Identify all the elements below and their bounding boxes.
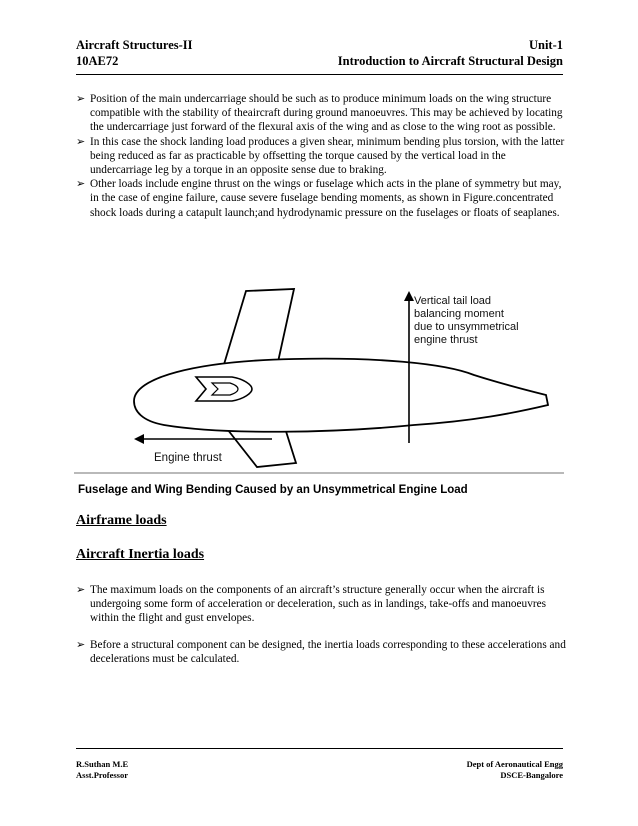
college: DSCE-Bangalore (500, 770, 563, 780)
footer-rule (76, 748, 563, 749)
page-footer (76, 759, 563, 781)
page-header (76, 37, 563, 69)
department: Dept of Aeronautical Engg (466, 759, 563, 769)
arrow-bullet-icon: ➢ (76, 135, 86, 148)
section-title: Airframe loads (76, 513, 167, 528)
arrow-bullet-icon: ➢ (76, 638, 86, 651)
list-item: ➢ The maximum loads on the components of an aircraft’s structure generally occur when the aircraft is undergoing some form of acceleration or deceleration, such as in landings, take-offs and manoeuvres within the flight and gust envelopes. (76, 584, 547, 625)
arrow-bullet-icon: ➢ (76, 93, 86, 105)
list-item: ➢ Position of the main undercarriage should be such as to produce minimum loads on the wing structure compatible with the stability of theaircraft during ground manoeuvres. This may be achieved by locating the undercarriage just forward of the flexural axis of the wing and as close to the wing root as possible. (76, 93, 563, 134)
list-item: ➢ In this case the shock landing load produces a given shear, minimum bending plus torsion, with the latter being reduced as far as practicable by offsetting the torque caused by the vertical load in the undercarriage leg by a torque in an opposite sense due to braking. (76, 135, 565, 177)
course-title: Aircraft Structures-II (76, 38, 193, 52)
course-code: 10AE72 (76, 54, 119, 68)
list-item: ➢ Before a structural component can be designed, the inertia loads corresponding to these accelerations and decelerations must be calculated. (76, 638, 566, 665)
author-role: Asst.Professor (76, 770, 129, 780)
author-name: R.Suthan M.E (76, 759, 129, 769)
arrow-bullet-icon: ➢ (76, 584, 86, 596)
header-rule (76, 74, 563, 75)
list-item: ➢ Other loads include engine thrust on the wings or fuselage which acts in the plane of symmetry but may, in the case of engine failure, cause severe fuselage bending moments, as shown in Figure.concentrated shock loads during a catapult launch;and hydrodynamic pressure on the fuselages or floats of seaplanes. (76, 178, 562, 219)
bottom-bullet-list (76, 583, 566, 666)
thrust-label: Engine thrust (154, 452, 222, 464)
tail-load-arrowhead (404, 291, 414, 301)
tail-label-line-4: engine thrust (414, 334, 478, 346)
arrow-bullet-icon: ➢ (76, 178, 86, 191)
fuselage (134, 359, 548, 432)
thrust-arrowhead (134, 434, 144, 444)
top-bullet-list (76, 92, 566, 220)
subsection-title: Aircraft Inertia loads (76, 547, 205, 562)
chapter-title: Introduction to Aircraft Structural Design (337, 54, 563, 68)
tail-label-line-1: Vertical tail load (414, 295, 492, 307)
tail-label-line-2: balancing moment (414, 308, 504, 320)
aircraft-bending-figure (74, 283, 564, 503)
tail-label-line-3: due to unsymmetrical (414, 321, 519, 333)
figure-caption: Fuselage and Wing Bending Caused by an Unsymmetrical Engine Load (78, 484, 468, 496)
unit-label: Unit-1 (528, 38, 563, 52)
